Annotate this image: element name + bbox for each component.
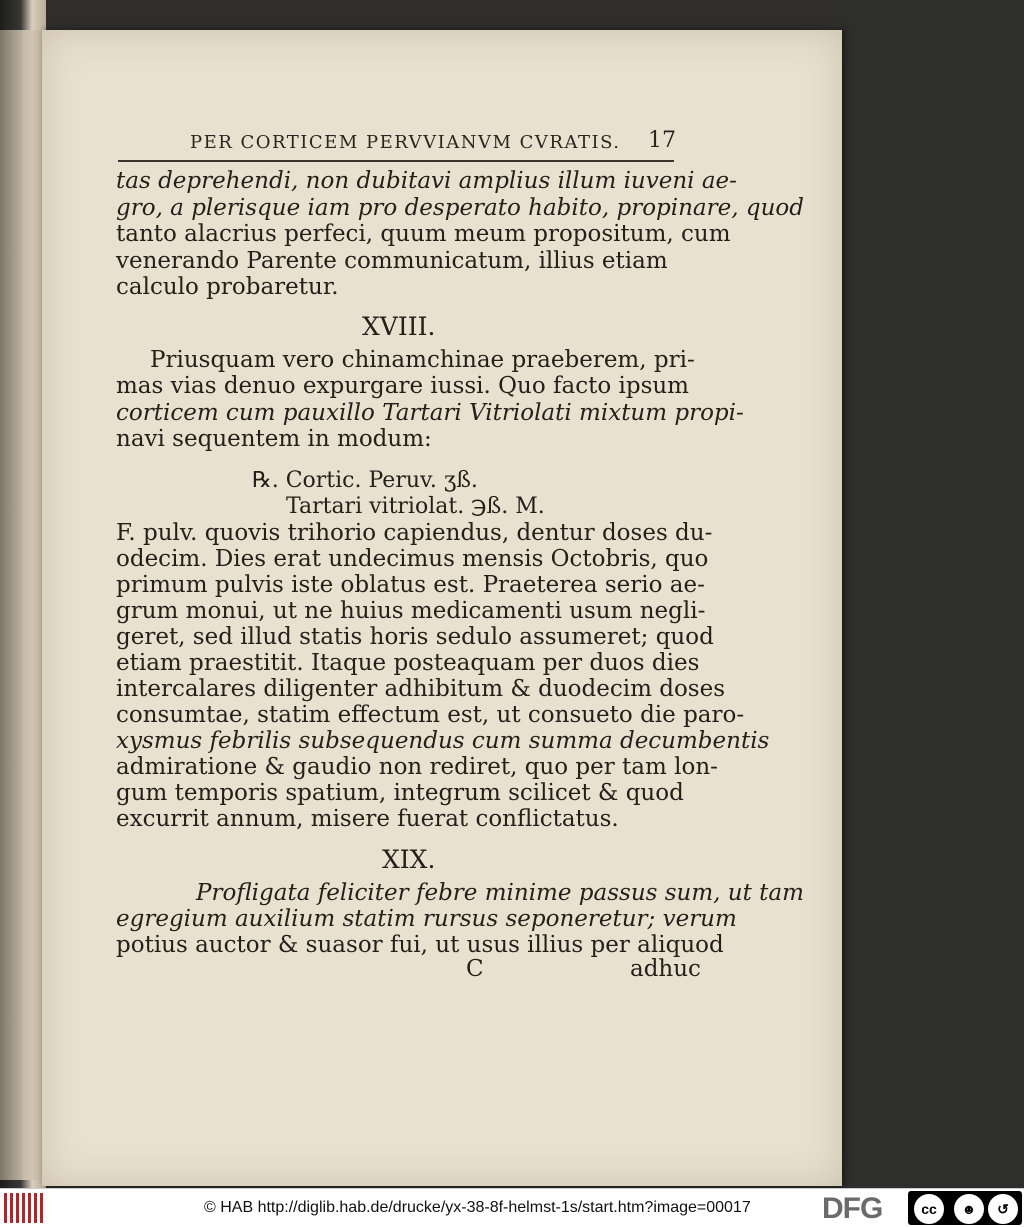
recipe-line: ℞. Cortic. Peruv. ʒß. (252, 468, 478, 493)
recipe-line: Tartari vitriolat. ℈ß. M. (286, 494, 545, 519)
text-line: Priusquam vero chinamchinae praeberem, pri- (150, 347, 695, 373)
section-heading-xix: XIX. (382, 845, 436, 874)
sa-label: SA (998, 1217, 1008, 1224)
text-line: Profligata feliciter febre minime passus sum, ut tam (196, 880, 804, 906)
catchword: adhuc (630, 956, 701, 982)
section-heading-xviii: XVIII. (362, 312, 436, 341)
signature-mark: C (466, 956, 484, 982)
text-line: F. pulv. quovis trihorio capiendus, dentur doses du- (116, 520, 713, 546)
text-line: potius auctor & suasor fui, ut usus illius per aliquod (116, 932, 724, 958)
text-line: mas vias denuo expurgare iussi. Quo facto ipsum (116, 373, 689, 399)
text-line: corticem cum pauxillo Tartari Vitriolati mixtum propi- (116, 400, 744, 426)
text-line: xysmus febrilis subsequendus cum summa decumbentis (116, 728, 770, 754)
footer-bar (0, 1188, 1024, 1227)
sa-share-icon: ↺ (988, 1194, 1018, 1224)
text-line: admiratione & gaudio non rediret, quo per tam lon- (116, 754, 718, 780)
text-line: tas deprehendi, non dubitavi amplius illum iuveni ae- (116, 168, 737, 194)
text-line: odecim. Dies erat undecimus mensis Octobris, quo (116, 546, 709, 572)
text-line: primum pulvis iste oblatus est. Praeterea serio ae- (116, 572, 705, 598)
text-line: excurrit annum, misere fuerat conflictatus. (116, 806, 619, 832)
text-line: egregium auxilium statim rursus seponeretur; verum (116, 906, 737, 932)
previous-page-edge (0, 30, 40, 1180)
text-line: intercalares diligenter adhibitum & duodecim doses (116, 676, 726, 702)
text-line: gum temporis spatium, integrum scilicet & quod (116, 780, 684, 806)
page-number: 17 (648, 128, 676, 153)
text-line: grum monui, ut ne huius medicamenti usum negli- (116, 598, 706, 624)
footer-citation-link[interactable]: © HAB http://diglib.hab.de/drucke/yx-38-8f-helmst-1s/start.htm?image=00017 (204, 1199, 751, 1216)
dfg-logo-icon[interactable]: DFG (822, 1192, 883, 1225)
text-line: etiam praestitit. Itaque posteaquam per duos dies (116, 650, 700, 676)
cc-icon: cc (914, 1194, 944, 1224)
text-line: navi sequentem in modum: (116, 426, 432, 452)
by-person-icon: ☻ (954, 1194, 984, 1224)
scan-background-right (842, 0, 1024, 1188)
text-line: geret, sed illud statis horis sedulo assumeret; quod (116, 624, 714, 650)
scan-background-top (42, 0, 842, 30)
by-label: BY (964, 1217, 974, 1224)
text-line: tanto alacrius perfeci, quum meum propositum, cum (116, 221, 731, 247)
text-line: gro, a plerisque iam pro desperato habito, propinare, quod (116, 195, 804, 221)
text-line: venerando Parente communicatum, illius etiam (116, 248, 668, 274)
text-line: consumtae, statim effectum est, ut consueto die paro- (116, 702, 745, 728)
hab-logo-icon[interactable] (4, 1193, 46, 1223)
cc-by-sa-icon[interactable] (908, 1191, 1022, 1225)
header-rule (118, 160, 674, 162)
text-line: calculo probaretur. (116, 274, 339, 300)
running-head: PER CORTICEM PERVVIANVM CVRATIS. (190, 132, 621, 153)
